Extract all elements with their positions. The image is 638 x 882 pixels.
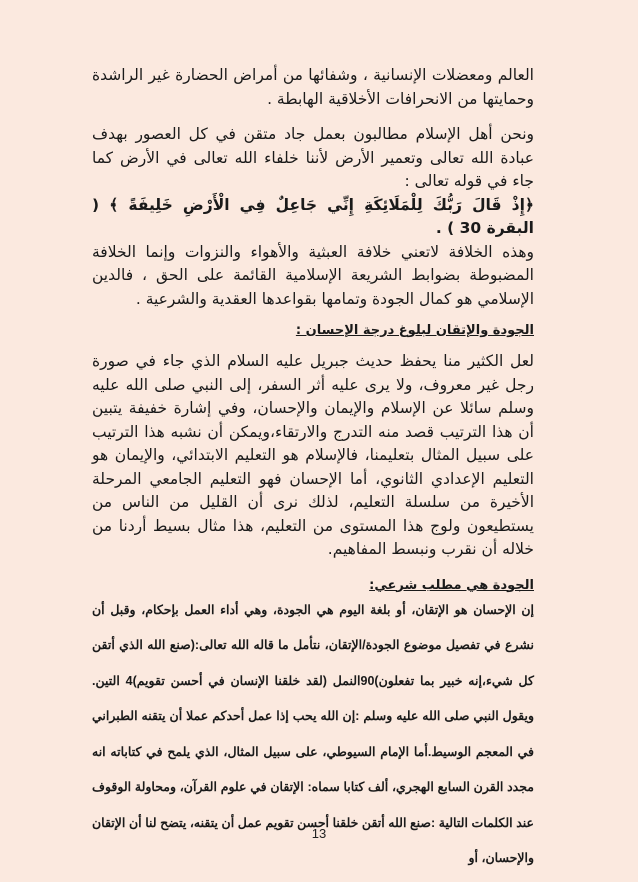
section-heading-sharia: الجودة هي مطلب شرعي: xyxy=(369,577,534,593)
page-number: 13 xyxy=(311,826,327,841)
spacer xyxy=(92,111,534,123)
document-body xyxy=(92,64,534,877)
ihsan-paragraph: إن الإحسان هو الإتقان، أو بلغة اليوم هي الجودة، وهي أداء العمل بإحكام، وقبل أن نشرع في تفصيل موضوع الجودة/الإتقان، نتأمل ما قاله الله تعالى:(صنع الله الذي أتقن كل شيء،إنه خبير بما تفعلون)90النمل (لقد خلقنا الإنسان في أحسن تقويم)4 التين. ويقول النبي صلى الله عليه وسلم :إن الله يحب إذا عمل أحدكم عملا أن يتقنه الطبراني في المعجم الوسيط.أما الإمام السيوطي، على سبيل المثال، الذي يلمح في كتاباته انه مجدد القرن السابع الهجري، ألف كتابا سماه: الإتقان في علوم القرآن، ومحاولة الوقوف عند الكلمات التالية :صنع الله أتقن خلقنا أحسن تقويم عمل أن يتقنه، يتضح لنا أن الإتقان والإحسان، أو xyxy=(92,602,534,865)
spacer xyxy=(92,311,534,323)
section-heading-quality: الجودة والإتقان لبلوغ درجة الإحسان : xyxy=(295,323,534,338)
sharia-paragraph: وهذه الخلافة لاتعني خلافة العبثية والأهواء والنزوات وإنما الخلافة المضبوطة بضوابط الشريعة الإسلامية القائمة على الحق ، فالدين الإسلامي هو كمال الجودة وتمامها بقواعدها العقدية والشرعية . xyxy=(92,242,534,308)
spacer xyxy=(92,562,534,578)
khilafa-paragraph: ونحن أهل الإسلام مطالبون بعمل جاد متقن في كل العصور بهدف عبادة الله تعالى وتعمير الأرض لأننا خلفاء الله تعالى في الأرض كما جاء في قوله تعالى : xyxy=(92,125,534,190)
quran-verse: ﴿إِذْ قَالَ رَبُّكَ لِلْمَلَائِكَةِ إِنِّي جَاعِلٌ فِي الْأَرْضِ خَلِيفَةً ﴾ ( البقرة 30 ) . xyxy=(92,195,534,237)
spacer xyxy=(92,338,534,350)
jibril-paragraph: لعل الكثير منا يحفظ حديث جبريل عليه السلام الذي جاء في صورة رجل غير معروف، ولا يرى عليه أثر السفر، إلى النبي صلى الله عليه وسلم سائلا عن الإسلام والإيمان والإحسان، وفي إشارة خفيفة يتبين أن هذا الترتيب قصد منه التدرج والارتقاء،ويمكن أن نشبه هذا الترتيب على سبيل المثال بتعليمنا، فالإسلام هو التعليم الابتدائي، والإيمان هو التعليم الإعدادي الثانوي، أما الإحسان فهو التعليم الجامعي المرحلة الأخيرة من سلسلة التعليم، لذلك نرى أن القليل من الناس من يستطيعون ولوج هذا المستوى من التعليم، هذا مثال بسيط أردنا من خلاله أن نقرب ونبسط المفاهيم. xyxy=(92,352,534,558)
intro-paragraph: العالم ومعضلات الإنسانية ، وشفائها من أمراض الحضارة غير الراشدة وحمايتها من الانحرافات الأخلاقية الهابطة . xyxy=(92,66,534,108)
